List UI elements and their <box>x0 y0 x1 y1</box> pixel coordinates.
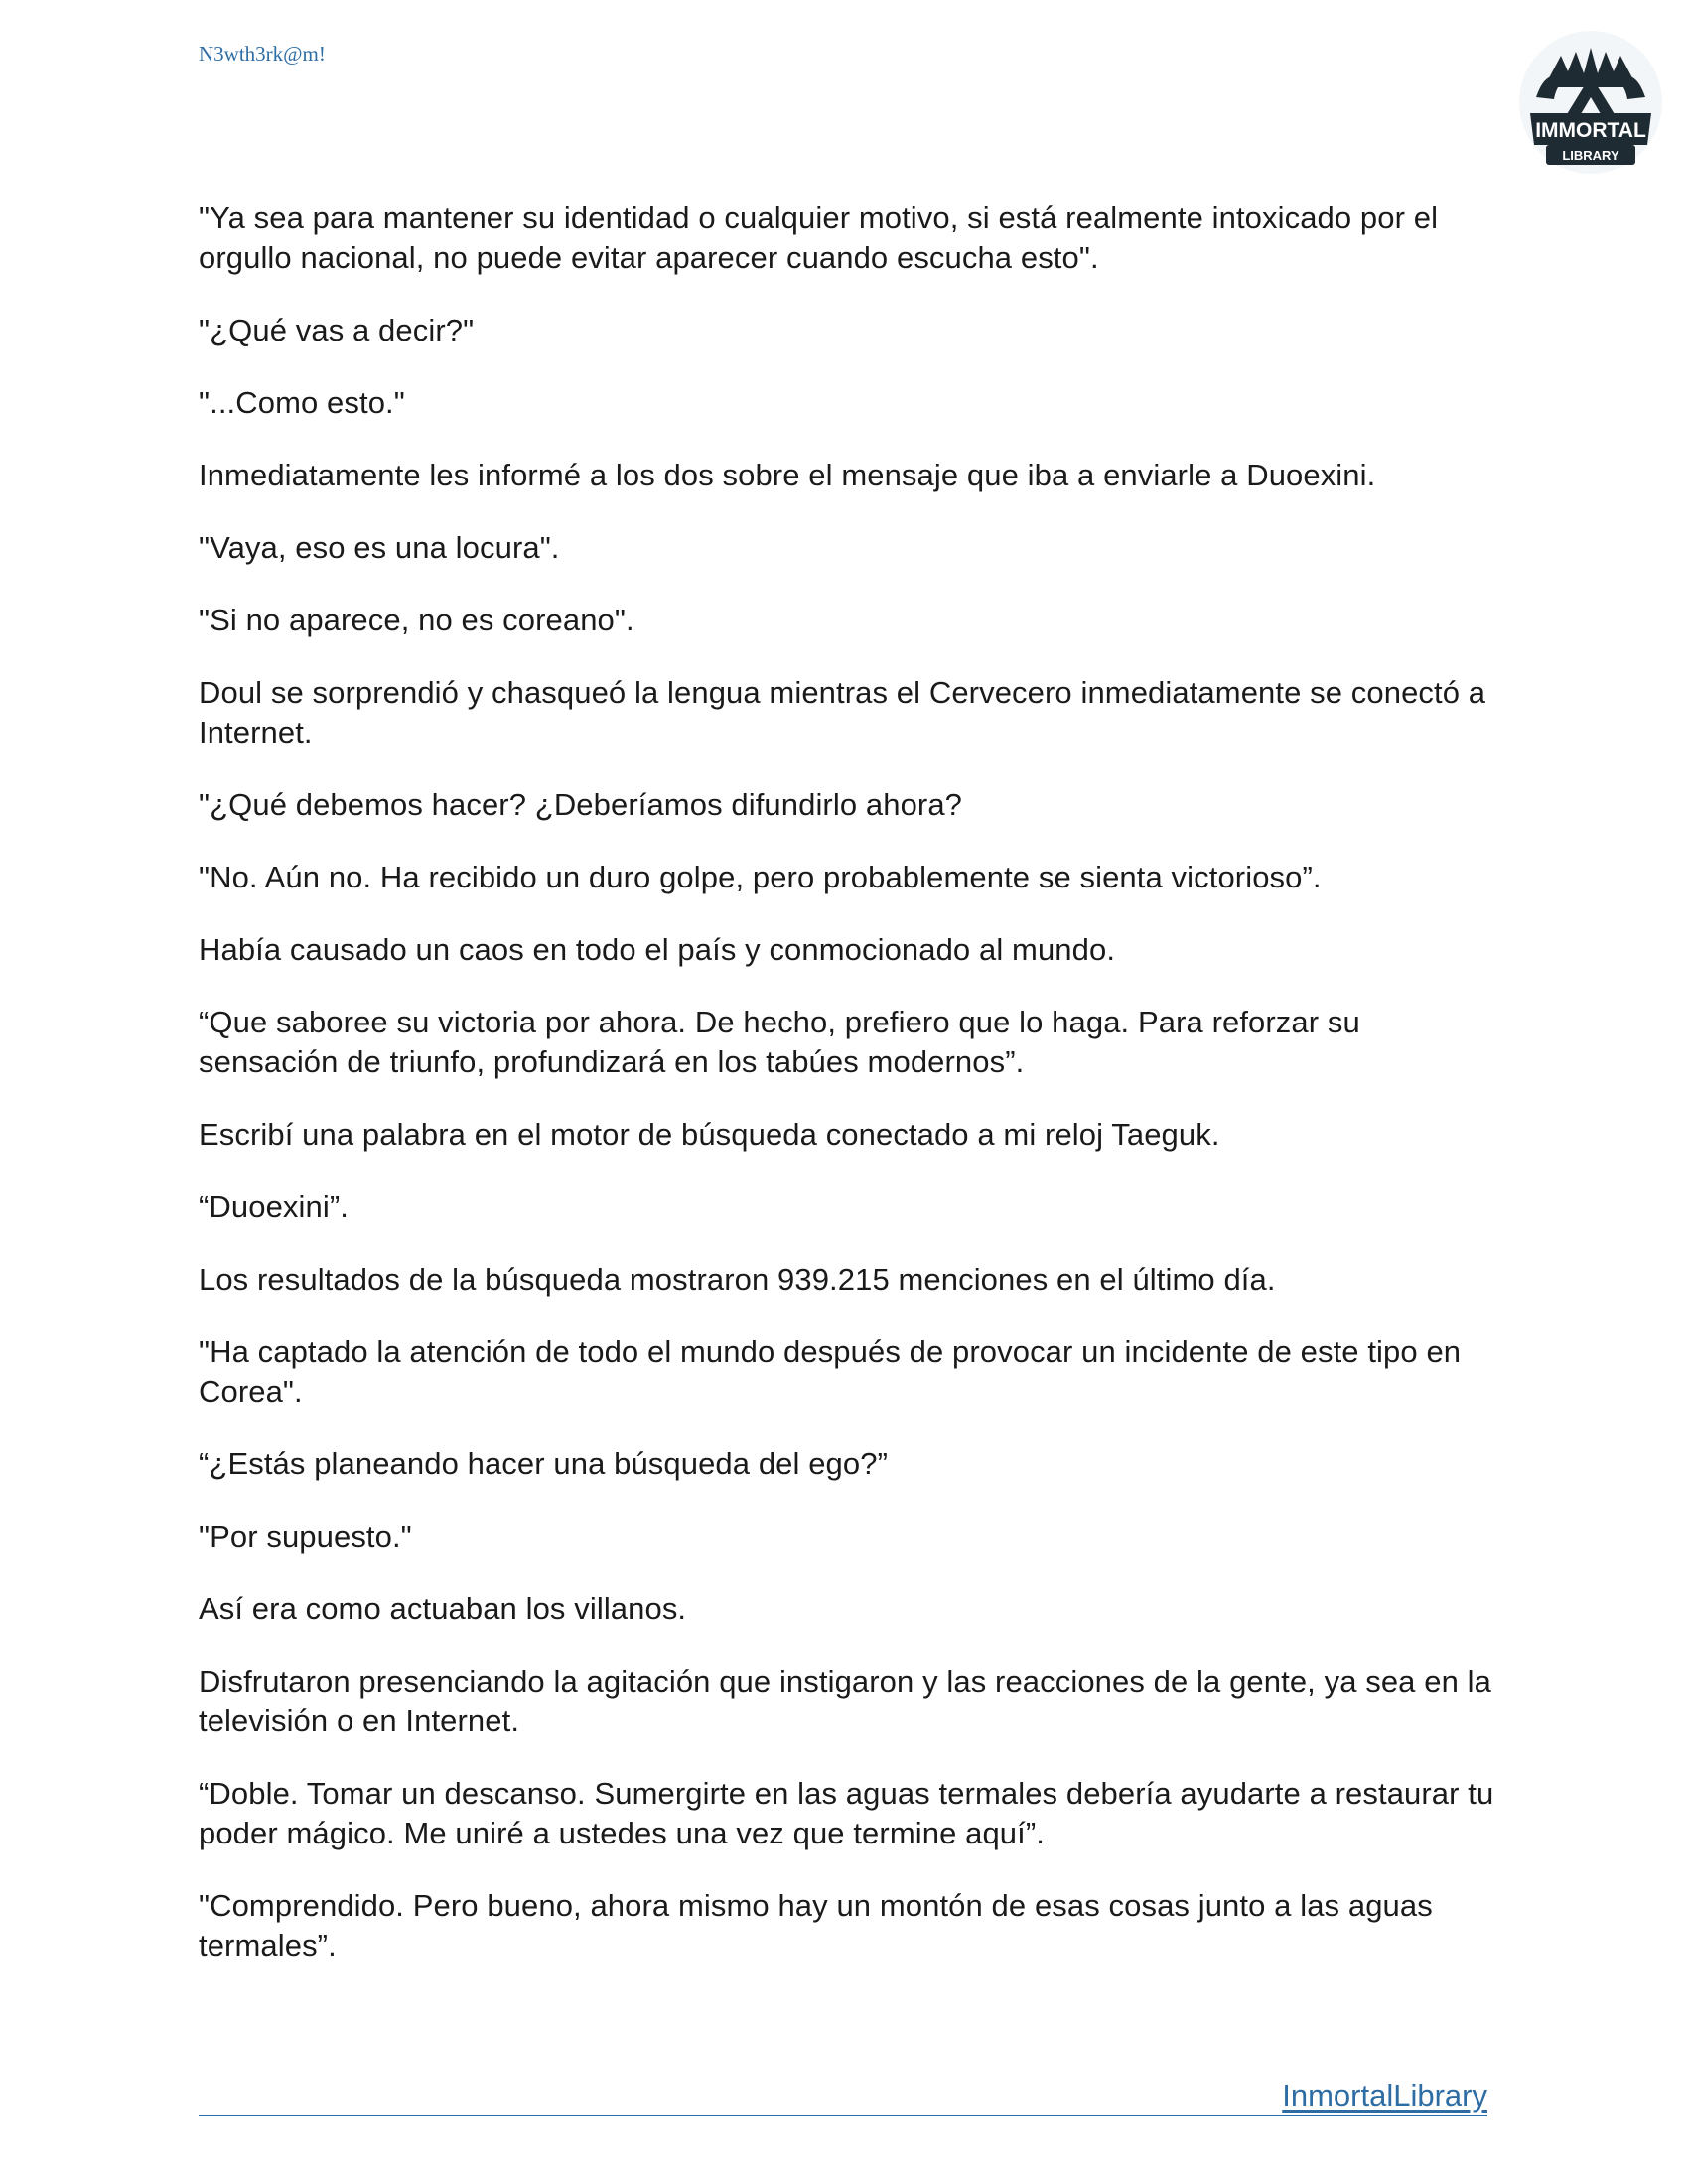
paragraph: "Ya sea para mantener su identidad o cualquier motivo, si está realmente intoxicado por el orgullo nacional, no puede evitar aparecer cuando escucha esto". <box>199 201 1439 275</box>
paragraph: "...Como esto." <box>199 385 405 420</box>
header-tag: N3wth3rk@m! <box>199 42 326 66</box>
logo-emblem-icon <box>1516 28 1665 177</box>
paragraph: “Doble. Tomar un descanso. Sumergirte en las aguas termales debería ayudarte a restaurar tu poder mágico. Me uniré a ustedes una vez que termine aquí”. <box>199 1776 1494 1850</box>
paragraph: "Vaya, eso es una locura". <box>199 530 560 565</box>
footer-library-link[interactable]: InmortalLibrary <box>1282 2078 1487 2113</box>
paragraph: "¿Qué vas a decir?" <box>199 313 475 347</box>
paragraph: Inmediatamente les informé a los dos sobre el mensaje que iba a enviarle a Duoexini. <box>199 458 1376 492</box>
footer-rule <box>199 2115 1487 2116</box>
paragraph: "No. Aún no. Ha recibido un duro golpe, pero probablemente se sienta victorioso”. <box>199 860 1322 894</box>
paragraph: "¿Qué debemos hacer? ¿Deberíamos difundirlo ahora? <box>199 787 963 822</box>
paragraph: "Si no aparece, no es coreano". <box>199 603 634 637</box>
svg-text:IMMORTAL: IMMORTAL <box>1535 119 1646 142</box>
svg-text:LIBRARY: LIBRARY <box>1562 148 1619 163</box>
paragraph: "Ha captado la atención de todo el mundo después de provocar un incidente de este tipo en Corea". <box>199 1334 1462 1409</box>
paragraph: “¿Estás planeando hacer una búsqueda del ego?” <box>199 1446 888 1481</box>
paragraph: Disfrutaron presenciando la agitación que instigaron y las reacciones de la gente, ya sea en la televisión o en Internet. <box>199 1664 1491 1738</box>
paragraph: Los resultados de la búsqueda mostraron 939.215 menciones en el último día. <box>199 1262 1276 1297</box>
paragraph: Así era como actuaban los villanos. <box>199 1591 687 1626</box>
paragraph: Escribí una palabra en el motor de búsqueda conectado a mi reloj Taeguk. <box>199 1117 1220 1152</box>
paragraph: "Comprendido. Pero bueno, ahora mismo hay un montón de esas cosas junto a las aguas termales”. <box>199 1888 1433 1963</box>
document-body <box>199 199 1499 1998</box>
paragraph: Había causado un caos en todo el país y conmocionado al mundo. <box>199 932 1116 967</box>
paragraph: Doul se sorprendió y chasqueó la lengua mientras el Cervecero inmediatamente se conectó a Internet. <box>199 675 1486 750</box>
paragraph: “Duoexini”. <box>199 1189 349 1224</box>
immortal-library-logo <box>1516 28 1665 177</box>
paragraph: "Por supuesto." <box>199 1519 412 1554</box>
paragraph: “Que saboree su victoria por ahora. De hecho, prefiero que lo haga. Para reforzar su sensación de triunfo, profundizará en los tabúes modernos”. <box>199 1005 1360 1079</box>
